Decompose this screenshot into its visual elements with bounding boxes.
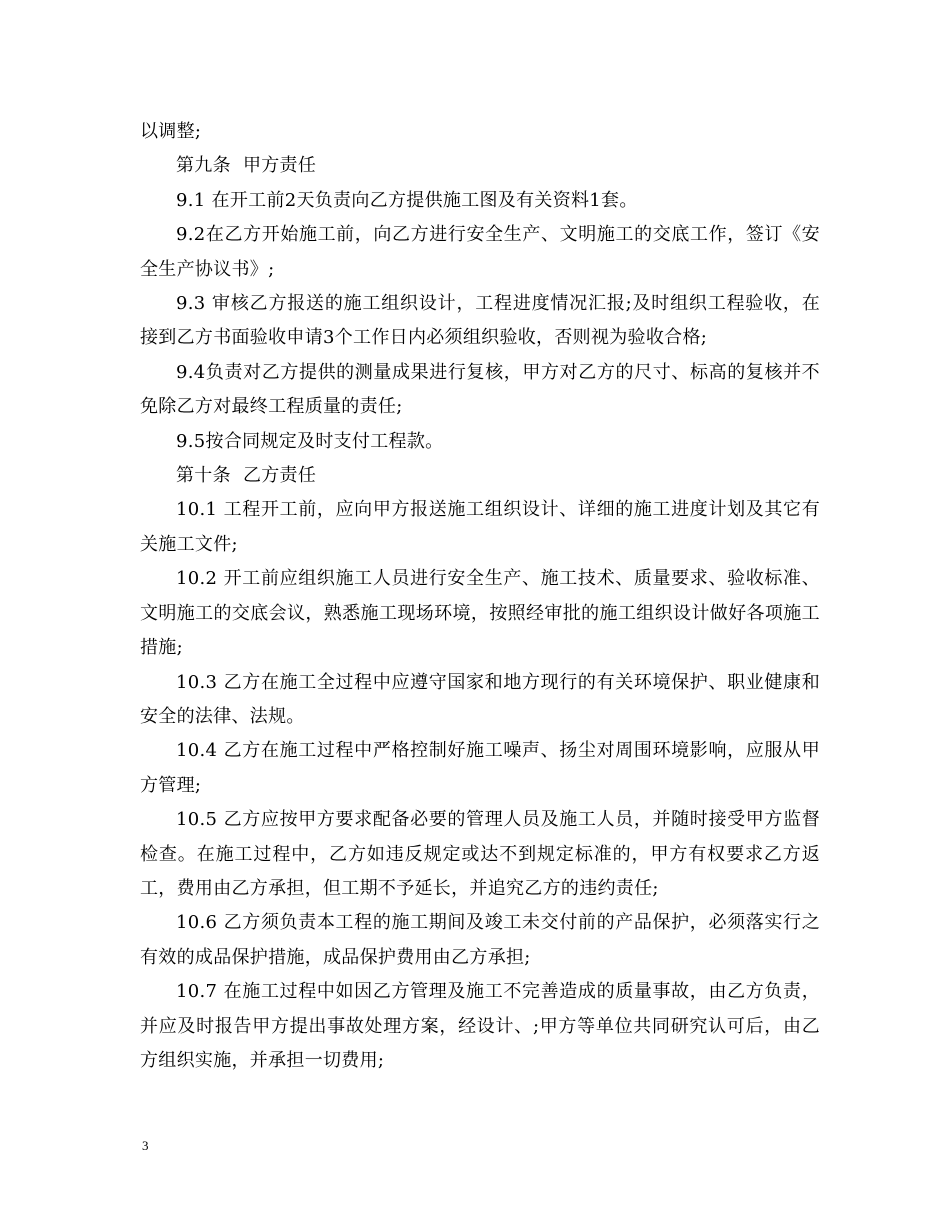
paragraph-continuation: 以调整; xyxy=(140,121,202,142)
clause-10-7: 10.7 在施工过程中如因乙方管理及施工不完善造成的质量事故，由乙方负责，并应及时报告甲方提出事故处理方案，经设计、;甲方等单位共同研究认可后，由乙方组织实施，并承担一切费用; xyxy=(140,981,820,1071)
clause-10-1: 10.1 工程开工前，应向甲方报送施工组织设计、详细的施工进度计划及其它有关施工文件; xyxy=(140,499,820,555)
clause-9-1: 9.1 在开工前2天负责向乙方提供施工图及有关资料1套。 xyxy=(176,189,638,211)
clause-9-4: 9.4负责对乙方提供的测量成果进行复核，甲方对乙方的尺寸、标高的复核并不免除乙方对最终工程质量的责任; xyxy=(140,361,820,418)
clause-10-6: 10.6 乙方须负责本工程的施工期间及竣工未交付前的产品保护，必须落实行之有效的成品保护措施，成品保护费用由乙方承担; xyxy=(140,912,820,968)
clause-9-5: 9.5按合同规定及时支付工程款。 xyxy=(176,430,444,452)
clause-10-4: 10.4 乙方在施工过程中严格控制好施工噪声、扬尘对周围环境影响，应服从甲方管理; xyxy=(140,740,820,796)
clause-10-5: 10.5 乙方应按甲方要求配备必要的管理人员及施工人员，并随时接受甲方监督检查。在施工过程中，乙方如违反规定或达不到规定标准的，甲方有权要求乙方返工，费用由乙方承担，但工期不予延长，并追究乙方的违约责任; xyxy=(140,809,820,899)
clause-9-2: 9.2在乙方开始施工前，向乙方进行安全生产、文明施工的交底工作，签订《安全生产协议书》; xyxy=(140,224,820,280)
article-9-heading: 第九条 甲方责任 xyxy=(176,155,317,177)
clause-10-3: 10.3 乙方在施工全过程中应遵守国家和地方现行的有关环境保护、职业健康和安全的法律、法规。 xyxy=(140,671,820,727)
document-body xyxy=(140,115,820,1078)
page-number: 3 xyxy=(142,1138,149,1153)
article-10-heading: 第十条 乙方责任 xyxy=(176,465,317,487)
clause-9-3: 9.3 审核乙方报送的施工组织设计，工程进度情况汇报;及时组织工程验收，在接到乙方书面验收申请3个工作日内必须组织验收，否则视为验收合格; xyxy=(140,293,820,349)
clause-10-2: 10.2 开工前应组织施工人员进行安全生产、施工技术、质量要求、验收标准、文明施工的交底会议，熟悉施工现场环境，按照经审批的施工组织设计做好各项施工措施; xyxy=(140,568,820,659)
